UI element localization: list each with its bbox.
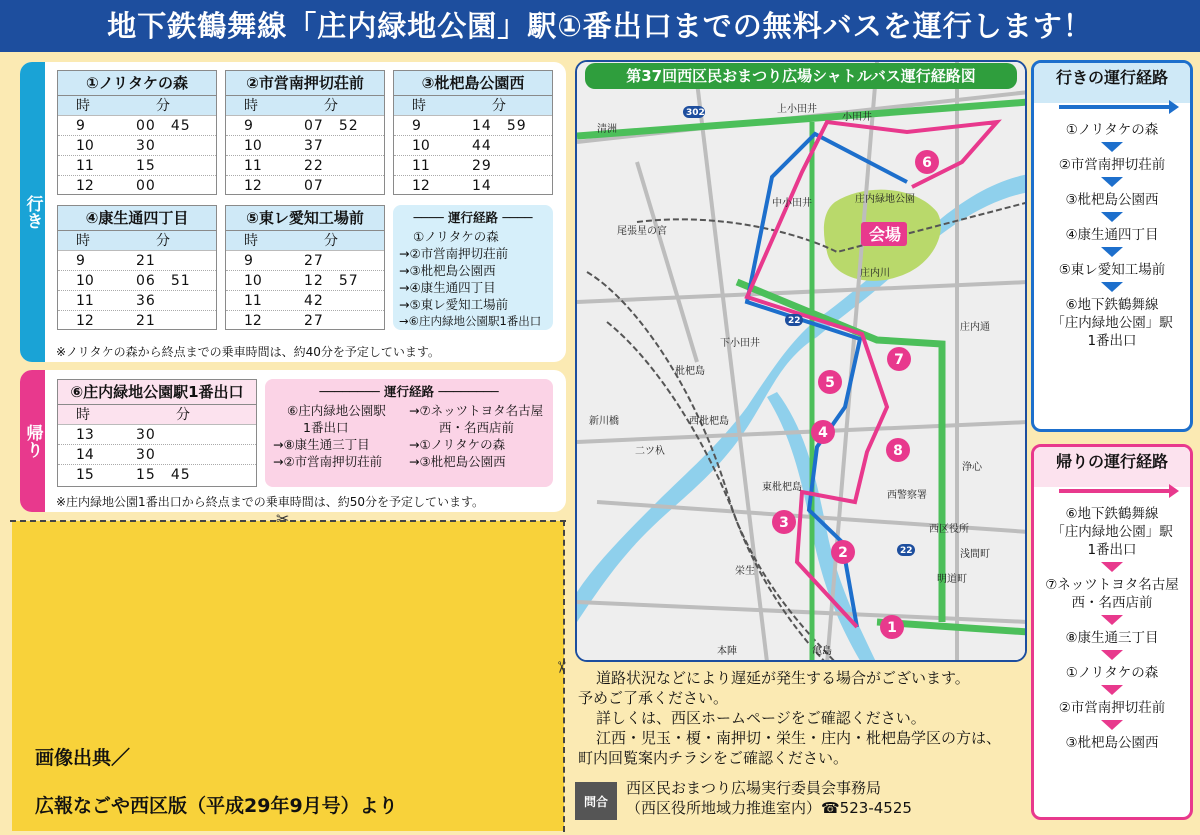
route-stop: ⑤東レ愛知工場前 — [1058, 262, 1166, 278]
down-arrow-icon — [1101, 685, 1123, 695]
route-stop: ②市営南押切荘前 — [1058, 700, 1166, 716]
stop-marker: 3 — [779, 515, 789, 531]
info-line: 江西・児玉・榎・南押切・栄生・庄内・枇杷島学区の方は、 — [596, 729, 1002, 747]
down-arrow-icon — [1101, 177, 1123, 187]
route-step: →⑦ネッツトヨタ名古屋 — [409, 403, 544, 418]
map-label: 庄内通 — [960, 322, 990, 333]
timetable-stop-1: ①ノリタケの森 時 分 9 00 45 10 30 11 15 12 00 — [57, 70, 217, 195]
route-step: 西・名西店前 — [439, 420, 515, 435]
venue-label: 会場 — [869, 225, 902, 244]
map-label: 中小田井 — [772, 198, 812, 209]
outbound-note: ※ノリタケの森から終点までの乗車時間は、約40分を予定しています。 — [56, 345, 440, 359]
down-arrow-icon — [1101, 212, 1123, 222]
timetable-title: ④康生通四丁目 — [58, 206, 216, 231]
timetable-stop-6: ⑥庄内緑地公園駅1番出口 時 分 13 30 14 30 15 15 45 — [57, 379, 257, 487]
route-stop: 1番出口 — [1087, 333, 1137, 349]
map-label: 明道町 — [937, 574, 967, 585]
route-stop: ①ノリタケの森 — [1065, 122, 1159, 138]
route-step: →⑥庄内緑地公園駅1番出口 — [399, 314, 542, 328]
map-title: 第37回西区民おまつり広場シャトルバス運行経路図 — [585, 63, 1017, 89]
map-label: 下小田井 — [720, 338, 760, 349]
timetable-title: ⑥庄内緑地公園駅1番出口 — [58, 380, 256, 405]
map-label: 西警察署 — [887, 490, 927, 501]
route-stop: ⑥地下鉄鶴舞線 — [1065, 506, 1159, 522]
timetable-stop-5: ⑤東レ愛知工場前 時 分 9 27 10 12 57 11 42 12 27 — [225, 205, 385, 330]
map-label: 本陣 — [717, 646, 737, 657]
inbound-panel-header: 帰りの運行経路 — [1034, 447, 1190, 487]
map-label: 二ツ杁 — [635, 446, 665, 457]
route-stop: ③枇杷島公園西 — [1065, 192, 1159, 208]
map-label: 枇杷島 — [675, 366, 705, 377]
route-stop: 1番出口 — [1087, 542, 1137, 558]
stop-marker: 2 — [838, 545, 848, 561]
down-arrow-icon — [1101, 282, 1123, 292]
outbound-panel-header: 行きの運行経路 — [1034, 63, 1190, 103]
down-arrow-icon — [1101, 650, 1123, 660]
map-label: 西枇杷島 — [689, 416, 729, 427]
map-label: 尾張星の宮 — [617, 226, 667, 237]
route-stop: 西・名西店前 — [1071, 595, 1153, 611]
info-line: 道路状況などにより遅延が発生する場合がございます。 — [596, 669, 970, 687]
route-number-badge: 22 — [788, 316, 801, 326]
timetable-title: ⑤東レ愛知工場前 — [226, 206, 384, 231]
contact-info — [626, 778, 912, 818]
contact-badge: 問合 — [575, 782, 617, 820]
inbound-side-label: 帰り — [20, 370, 45, 512]
route-map-svg — [577, 62, 1027, 662]
down-arrow-icon — [1101, 615, 1123, 625]
inbound-arrow-icon — [1059, 489, 1171, 493]
scissors-icon: ✂ — [552, 660, 572, 675]
down-arrow-icon — [1101, 720, 1123, 730]
down-arrow-icon — [1101, 142, 1123, 152]
map-label: 浅間町 — [960, 549, 990, 560]
inbound-route-panel — [1031, 444, 1193, 820]
timetable-title: ③枇杷島公園西 — [394, 71, 552, 96]
timetable-title: ①ノリタケの森 — [58, 71, 216, 96]
map-label: 庄内緑地公園 — [855, 194, 915, 205]
route-step: →⑧康生通三丁目 — [273, 437, 370, 452]
route-stop: ⑦ネッツトヨタ名古屋 — [1045, 577, 1179, 593]
route-step: →④康生通四丁目 — [399, 280, 496, 295]
map-label: 新川橋 — [589, 416, 619, 427]
route-step: →③枇杷島公園西 — [409, 454, 506, 469]
map-label: 庄内川 — [860, 268, 890, 279]
route-step: →⑤東レ愛知工場前 — [399, 297, 509, 312]
map-label: 栄生 — [735, 566, 755, 577]
outbound-route-title: ──── 運行経路 ──── — [413, 210, 533, 225]
timetable-stop-3: ③枇杷島公園西 時 分 9 14 59 10 44 11 29 12 14 — [393, 70, 553, 195]
stop-marker: 7 — [894, 352, 904, 368]
info-line: 町内回覧案内チラシをご確認ください。 — [578, 749, 849, 767]
outbound-route-box — [393, 205, 553, 330]
stop-marker: 1 — [887, 620, 897, 636]
stop-marker: 5 — [825, 375, 835, 391]
route-stop: 「庄内緑地公園」駅 — [1051, 524, 1173, 540]
route-stop: ④康生通四丁目 — [1065, 227, 1159, 243]
down-arrow-icon — [1101, 247, 1123, 257]
stop-marker: 8 — [893, 443, 903, 459]
inbound-route-title: ──────── 運行経路 ──────── — [319, 384, 499, 399]
map-label: 小田井 — [842, 112, 872, 123]
route-step: ⑥庄内緑地公園駅 — [287, 403, 386, 418]
down-arrow-icon — [1101, 562, 1123, 572]
route-step: 1番出口 — [303, 420, 349, 435]
credit-line-2: 広報なごや西区版（平成29年9月号）より — [35, 795, 398, 817]
stop-marker: 6 — [922, 155, 932, 171]
outbound-card — [20, 62, 566, 362]
map-label: 西区役所 — [929, 524, 969, 535]
map-label: 東枇杷島 — [762, 482, 802, 493]
outbound-route-panel — [1031, 60, 1193, 432]
timetable-stop-2: ②市営南押切荘前 時 分 9 07 52 10 37 11 22 12 07 — [225, 70, 385, 195]
info-text — [578, 668, 1018, 768]
outbound-side-label: 行き — [20, 62, 45, 362]
outbound-arrow-icon — [1059, 105, 1171, 109]
info-line: 詳しくは、西区ホームページをご確認ください。 — [596, 709, 926, 727]
route-stop: ⑧康生通三丁目 — [1065, 630, 1159, 646]
route-step: →②市営南押切荘前 — [273, 454, 383, 469]
inbound-route-box — [265, 379, 553, 487]
credit-line-1: 画像出典／ — [35, 747, 131, 769]
info-line: 予めご了承ください。 — [578, 689, 729, 707]
map-label: 清洲 — [597, 124, 617, 135]
timetable-stop-4: ④康生通四丁目 時 分 9 21 10 06 51 11 36 12 21 — [57, 205, 217, 330]
timetable-title: ②市営南押切荘前 — [226, 71, 384, 96]
route-stop: ③枇杷島公園西 — [1065, 735, 1159, 751]
page-banner: 地下鉄鶴舞線「庄内緑地公園」駅①番出口までの無料バスを運行します！ — [0, 0, 1200, 52]
scissors-icon: ✂ — [276, 509, 290, 528]
route-number-badge: 302 — [686, 108, 705, 118]
route-step: →③枇杷島公園西 — [399, 263, 496, 278]
coupon-area — [12, 521, 564, 831]
route-map — [575, 60, 1027, 662]
route-stop: ②市営南押切荘前 — [1058, 157, 1166, 173]
route-step: →②市営南押切荘前 — [399, 246, 509, 261]
route-stop: 「庄内緑地公園」駅 — [1051, 315, 1173, 331]
route-number-badge: 22 — [900, 546, 913, 556]
cut-line-vertical — [563, 520, 565, 832]
route-stop: ①ノリタケの森 — [1065, 665, 1159, 681]
stop-marker: 4 — [818, 425, 828, 441]
route-stop: ⑥地下鉄鶴舞線 — [1065, 297, 1159, 313]
route-step: →①ノリタケの森 — [409, 437, 506, 452]
inbound-note: ※庄内緑地公園1番出口から終点までの乗車時間は、約50分を予定しています。 — [56, 495, 485, 509]
contact-line: 西区民おまつり広場実行委員会事務局 — [626, 779, 882, 797]
map-label: 上小田井 — [777, 104, 817, 115]
inbound-card — [20, 370, 566, 512]
route-step: ①ノリタケの森 — [413, 229, 499, 244]
map-label: 浄心 — [962, 462, 982, 473]
contact-line: （西区役所地域力推進室内）☎523-4525 — [626, 799, 912, 817]
map-label: 亀島 — [812, 646, 832, 657]
